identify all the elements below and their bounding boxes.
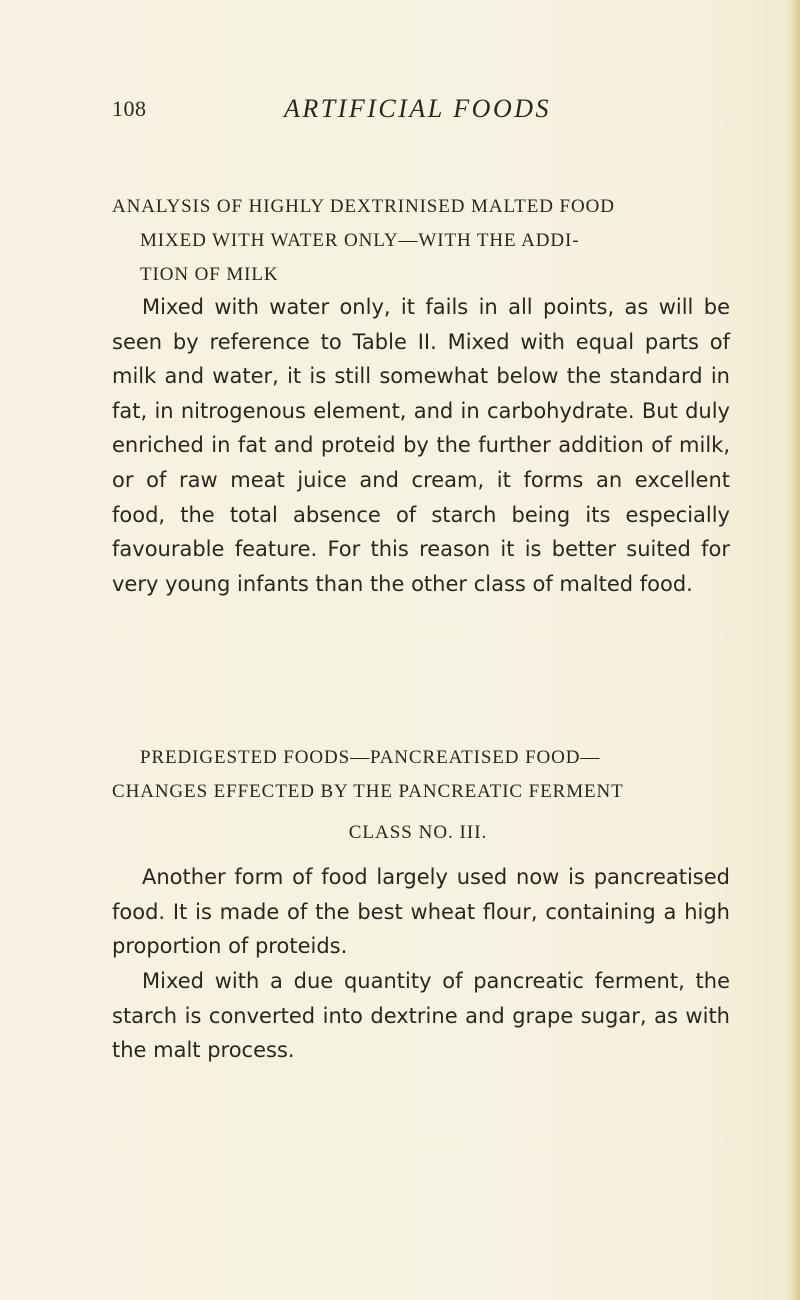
heading-line: CHANGES EFFECTED BY THE PANCREATIC FERMENT [112,781,624,802]
body-paragraph: Mixed with water only, it fails in all points, as will be seen by reference to Table II. Mixed with equal parts of milk and water, it is still somewhat below the standard in fat, in nitrogenous element, and in carbohydrate. But duly enriched in fat and proteid by the further addition of milk, or of raw meat juice and cream, it forms an excellent food, the total absence of starch being its especially favourable feature. For this reason it is better suited for very young infants than the other class of malted food. [112,295,730,596]
section-heading-analysis [112,190,732,292]
page-number: 108 [112,96,147,121]
heading-line: PREDIGESTED FOODS—PANCREATISED FOOD— [140,747,601,768]
body-paragraph: Another form of food largely used now is pancreatised food. It is made of the best wheat flour, containing a high proportion of proteids. [112,865,730,959]
body-paragraph: Mixed with a due quantity of pancreatic ferment, the starch is converted into dextrine and grape sugar, as with the malt process. [112,969,730,1063]
running-head [112,96,712,128]
running-title: ARTIFICIAL FOODS [284,94,552,123]
heading-line: TION OF MILK [140,264,279,285]
heading-line: ANALYSIS OF HIGHLY DEXTRINISED MALTED FOOD [112,196,615,217]
heading-line: MIXED WITH WATER ONLY—WITH THE ADDI- [140,230,580,251]
section-heading-predigested [112,741,724,809]
class-label: CLASS NO. III. [348,822,488,843]
page-edge [786,0,800,1300]
